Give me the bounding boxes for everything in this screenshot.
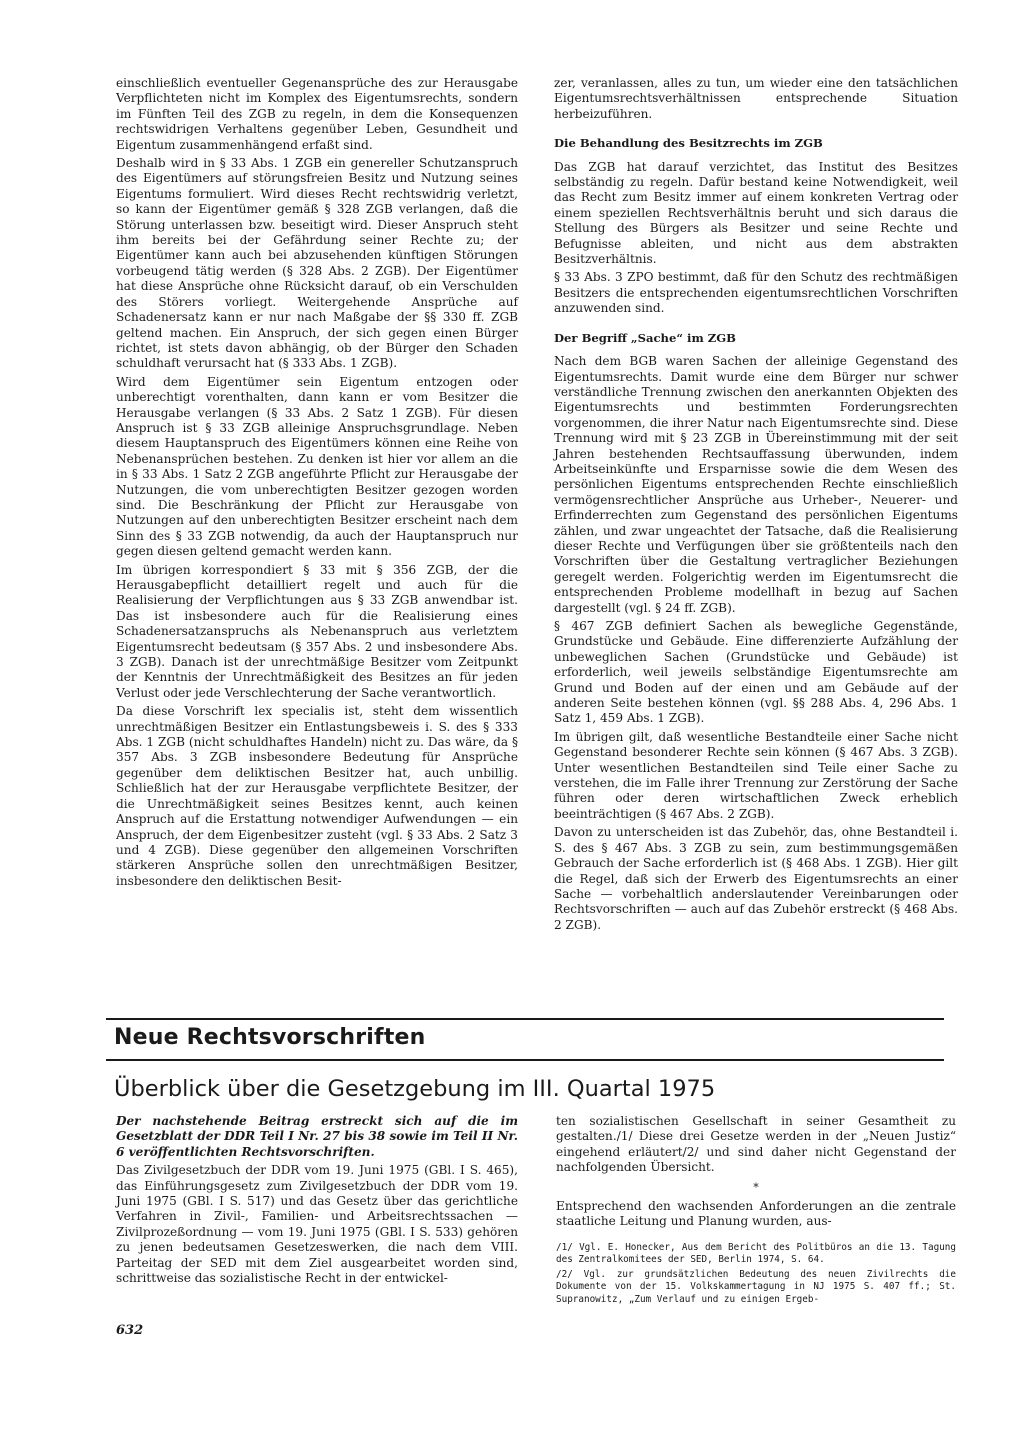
paragraph: Im übrigen gilt, daß wesentliche Bestandteile einer Sache nicht Gegenstand besonderer Rechte sein können (§ 467 Abs. 3 ZGB). Unter wesentlichen Bestandteilen sind Teile einer Sache zu verstehen, die im Falle ihrer Trennung zur Zerstörung der Sache führen oder deren wirtschaftlichen Zweck erheblich beeinträchtigen (§ 467 Abs. 2 ZGB). xyxy=(554,729,958,821)
paragraph: Das ZGB hat darauf verzichtet, das Institut des Besitzes selbständig zu regeln. Dafür bestand keine Notwendigkeit, weil das Recht zum Besitz immer auf einem konkreten Vertrag oder einem speziellen Rechtsverhältnis beruht und sich daraus die Stellung des Bürgers als Besitzer und seine Rechte und Befugnisse ableiten, und nicht aus dem abstrakten Besitzverhältnis. xyxy=(554,159,958,267)
section-rule-top xyxy=(106,1018,944,1020)
article-title: Überblick über die Gesetzgebung im III. Quartal 1975 xyxy=(114,1076,716,1102)
footnote: /2/ Vgl. zur grundsätzlichen Bedeutung des neuen Zivilrechts die Dokumente von der 15. Volkskammertagung in NJ 1975 S. 407 ff.; St. Supranowitz, „Zum Verlauf und zu einigen Ergeb- xyxy=(556,1269,956,1305)
paragraph: Entsprechend den wachsenden Anforderungen an die zentrale staatliche Leitung und Planung wurden, aus- xyxy=(556,1199,956,1229)
paragraph: Das Zivilgesetzbuch der DDR vom 19. Juni 1975 (GBl. I S. 465), das Einführungsgesetz zum Zivilgesetzbuch der DDR vom 19. Juni 1975 (GBl. I S. 517) und das Gesetz über das gerichtliche Verfahren in Zivil-, Familien- und Arbeitsrechtssachen — Zivilprozeßordnung — vom 19. Juni 1975 (GBl. I S. 533) gehören zu jenen bedeutsamen Gesetzeswerken, die nach dem VIII. Parteitag der SED mit dem Ziel ausgearbeitet worden sind, schrittweise das sozialistische Recht in der entwickel- xyxy=(116,1163,518,1286)
left-column-top xyxy=(116,76,518,892)
paragraph: Im übrigen korrespondiert § 33 mit § 356 ZGB, der die Herausgabepflicht detailliert regelt und auch für die Realisierung der Verpflichtungen aus § 33 ZGB anwendbar ist. Das ist insbesondere auch für die Realisierung eines Schadenersatzanspruchs als Nebenanspruch aus verletztem Eigentumsrecht bedeutsam (§ 357 Abs. 2 und insbesondere Abs. 3 ZGB). Danach ist der unrechtmäßige Besitzer vom Zeitpunkt der Kenntnis der Unrechtmäßigkeit des Besitzes an für jeden Verlust oder jede Verschlechterung der Sache verantwortlich. xyxy=(116,562,518,700)
subheading-sache: Der Begriff „Sache“ im ZGB xyxy=(554,330,736,345)
paragraph: ten sozialistischen Gesellschaft in seiner Gesamtheit zu gestalten./1/ Diese drei Gesetze werden in der „Neuen Justiz“ eingehend erläutert/2/ und sind daher nicht Gegenstand der nachfolgenden Übersicht. xyxy=(556,1114,956,1175)
left-column-bottom xyxy=(116,1114,518,1289)
paragraph: § 33 Abs. 3 ZPO bestimmt, daß für den Schutz des rechtmäßigen Besitzers die entsprechenden eigentumsrechtlichen Vorschriften anzuwenden sind. xyxy=(554,270,958,316)
paragraph: § 467 ZGB definiert Sachen als bewegliche Gegenstände, Grundstücke und Gebäude. Eine differenzierte Aufzählung der unbeweglichen Sachen (Grundstücke und Gebäude) ist erforderlich, weil jeweils selbständige Eigentumsrechte am Grund und Boden auf der einen und am Gebäude auf der anderen Seite bestehen können (vgl. §§ 288 Abs. 4, 296 Abs. 1 Satz 1, 459 Abs. 1 ZGB). xyxy=(554,619,958,726)
footnotes xyxy=(556,1242,956,1306)
subheading-besitzrecht: Die Behandlung des Besitzrechts im ZGB xyxy=(554,136,823,151)
section-title: Neue Rechtsvorschriften xyxy=(114,1025,426,1050)
article-intro: Der nachstehende Beitrag erstreckt sich auf die im Gesetzblatt der DDR Teil I Nr. 27 bis 38 sowie im Teil II Nr. 6 veröffentlichten Rechtsvorschriften. xyxy=(116,1114,518,1159)
paragraph: Davon zu unterscheiden ist das Zubehör, das, ohne Bestandteil i. S. des § 467 Abs. 3 ZGB zu sein, zum bestimmungsgemäßen Gebrauch der Sache erforderlich ist (§ 468 Abs. 1 ZGB). Hier gilt die Regel, daß sich der Erwerb des Eigentumsrechts an einer Sache — vorbehaltlich anderslautender Vereinbarungen oder Rechtsvorschriften — auch auf das Zubehör erstreckt (§ 468 Abs. 2 ZGB). xyxy=(554,825,958,932)
footnote: /1/ Vgl. E. Honecker, Aus dem Bericht des Politbüros an die 13. Tagung des Zentralkomitees der SED, Berlin 1974, S. 64. xyxy=(556,1241,956,1266)
paragraph: Nach dem BGB waren Sachen der alleinige Gegenstand des Eigentumsrechts. Damit wurde eine dem Bürger nur schwer verständliche Trennung zwischen den anerkannten Objekten des Eigentumsrechts und bestimmten Forderungsrechten vorgenommen, die ihrer Natur nach Eigentumsrechte sind. Diese Trennung wird mit § 23 ZGB in Übereinstimmung mit der seit Jahren bestehenden Rechtsauffassung überwunden, indem Arbeitseinkünfte und Ersparnisse sowie die dem Wesen des persönlichen Eigentums entsprechenden Rechte einschließlich vermögensrechtlicher Ansprüche aus Urheber-, Neuerer- und Erfinderrechten zum Gegenstand des persönlichen Eigentums zählen, und zwar ungeachtet der Tatsache, daß die Realisierung dieser Rechte und Verfügungen über sie größtenteils nach den Vorschriften über die Gestaltung vertraglicher Beziehungen geregelt werden. Folgerichtig werden im Eigentumsrecht die entsprechenden Probleme modellhaft in bezug auf Sachen dargestellt (vgl. § 24 ff. ZGB). xyxy=(554,354,958,615)
paragraph: Deshalb wird in § 33 Abs. 1 ZGB ein genereller Schutzanspruch des Eigentümers auf störungsfreien Besitz und Nutzung seines Eigentums formuliert. Wird dieses Recht rechtswidrig verletzt, so kann der Eigentümer gemäß § 328 ZGB verlangen, daß die Störung unterlassen bzw. beseitigt wird. Dieser Anspruch steht ihm bereits bei der Gefährdung seiner Rechte zu; der Eigentümer kann auch bei abzusehenden künftigen Störungen vorbeugend tätig werden (§ 328 Abs. 2 ZGB). Der Eigentümer hat diese Ansprüche ohne Rücksicht darauf, ob ein Verschulden des Störers vorliegt. Weitergehende Ansprüche auf Schadenersatz kann er nur nach Maßgabe der §§ 330 ff. ZGB geltend machen. Ein Anspruch, der sich gegen einen Bürger richtet, ist stets davon abhängig, ob der Bürger den Schaden schuldhaft verursacht hat (§ 333 Abs. 1 ZGB). xyxy=(116,156,518,371)
paragraph: Wird dem Eigentümer sein Eigentum entzogen oder unberechtigt vorenthalten, dann kann er vom Besitzer die Herausgabe verlangen (§ 33 Abs. 2 Satz 1 ZGB). Für diesen Anspruch ist § 33 ZGB alleinige Anspruchsgrundlage. Neben diesem Hauptanspruch des Eigentümers können eine Reihe von Nebenansprüchen bestehen. Zu denken ist hier vor allem an die in § 33 Abs. 1 Satz 2 ZGB angeführte Pflicht zur Herausgabe der Nutzungen, die vom unberechtigten Besitzer gezogen worden sind. Die Beschränkung der Pflicht zur Herausgabe von Nutzungen auf den unberechtigten Besitzer erscheint nach dem Sinn des § 33 ZGB notwendig, da auch der Hauptanspruch nur gegen diesen geltend gemacht werden kann. xyxy=(116,374,518,559)
right-column-top xyxy=(554,76,958,936)
right-column-bottom xyxy=(556,1114,956,1309)
section-rule-bottom xyxy=(106,1059,944,1061)
paragraph: einschließlich eventueller Gegenansprüche des zur Herausgabe Verpflichteten nicht im Komplex des Eigentumsrechts, sondern im Fünften Teil des ZGB zu regeln, in dem die Konsequenzen rechtswidrigen Verhaltens gegenüber Leben, Gesundheit und Eigentum zusammenhängend erfaßt sind. xyxy=(116,76,518,152)
paragraph: zer, veranlassen, alles zu tun, um wieder eine den tatsächlichen Eigentumsrechtsverhältnissen entsprechende Situation herbeizuführen. xyxy=(554,76,958,121)
paragraph: Da diese Vorschrift lex specialis ist, steht dem wissentlich unrechtmäßigen Besitzer ein Entlastungsbeweis i. S. des § 333 Abs. 1 ZGB (nicht schuldhaftes Handeln) nicht zu. Das wäre, da § 357 Abs. 3 ZGB insbesondere Bedeutung für Ansprüche gegenüber dem deliktischen Besitzer hat, auch unbillig. Schließlich hat der zur Herausgabe verpflichtete Besitzer, der die Unrechtmäßigkeit seines Besitzes kennt, auch keinen Anspruch auf die Erstattung notwendiger Aufwendungen — ein Anspruch, der dem Eigenbesitzer zusteht (vgl. § 33 Abs. 2 Satz 3 und 4 ZGB). Diese gegenüber den allgemeinen Vorschriften stärkeren Ansprüche sollen den unrechtmäßigen Besitzer, insbesondere den deliktischen Besit- xyxy=(116,704,518,888)
page-number: 632 xyxy=(116,1323,144,1338)
asterisk-separator: * xyxy=(753,1180,759,1194)
